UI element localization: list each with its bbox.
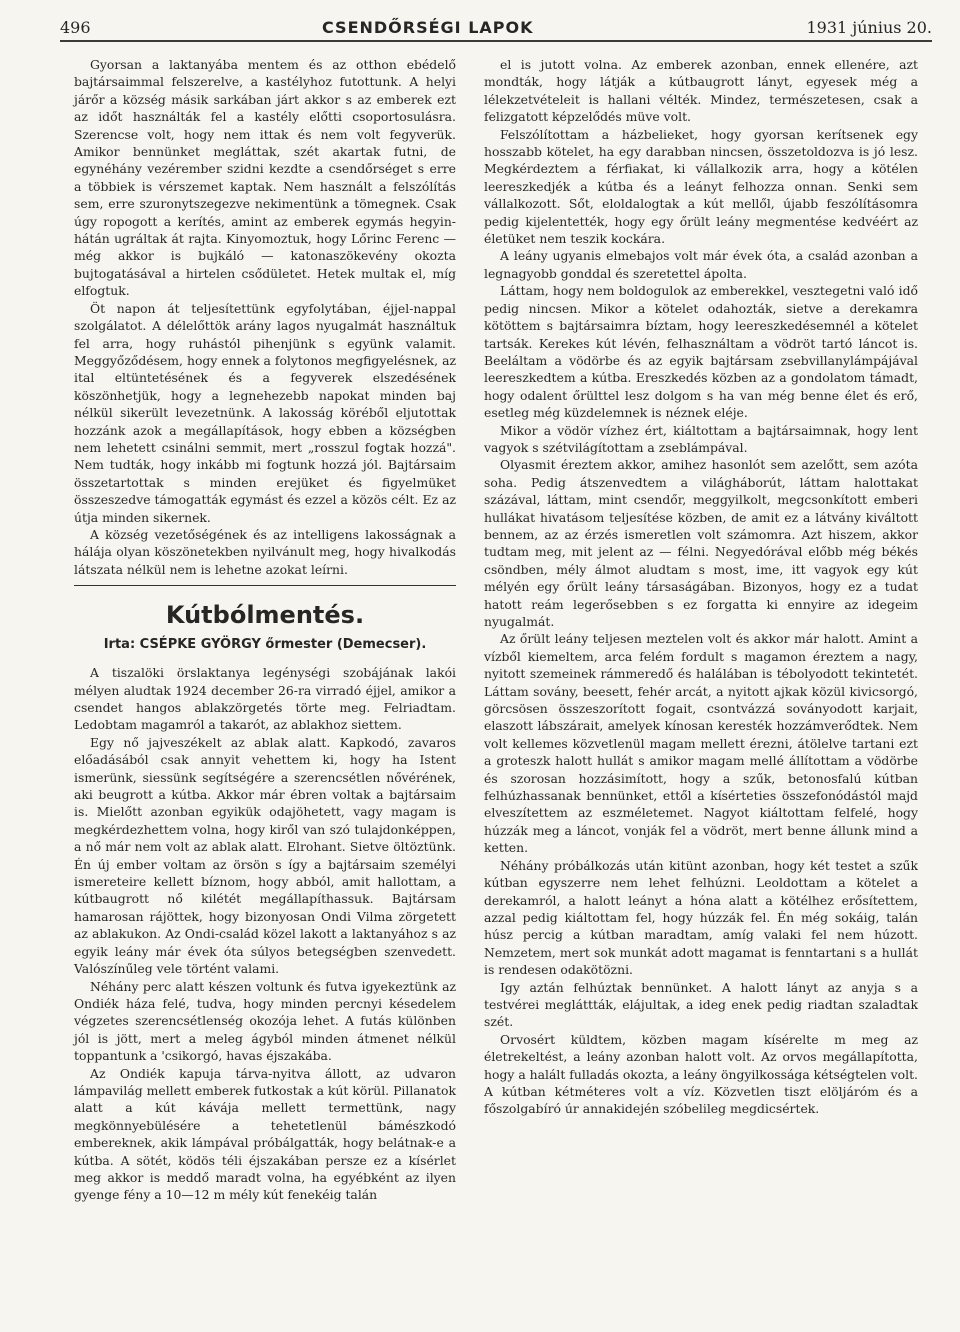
- paragraph: el is jutott volna. Az emberek azonban, ennek ellenére, azt mondták, hogy látják a kútbaugrott lányt, egyesek még a lélekzetvételeit is hallani vélték. Mindez, természetesen, csak a felizgatott képzelődés müve volt.: [484, 57, 918, 125]
- paragraph: Felszólítottam a házbelieket, hogy gyorsan kerítsenek egy hosszabb kötelet, ha egy darabban nincsen, összetoldozva is jó lesz. Megkérdeztem a férfiakat, ki vállalkozik arra, hogy a kötélen leereszkedjék a kútba és a leányt felhozza onnan. Senki sem vállalkozott. Sőt, eloldalogtak a kút mellől, újabb feszólításomra pedig kijelentették, hogy egy őrült leány megmentése kedvéért az életüket nem teszik kockára.: [484, 126, 918, 247]
- paragraph: Az Ondiék kapuja tárva-nyitva állott, az udvaron lámpavilág mellett emberek futkostak a kút körül. Pillanatok alatt a kút kávája mellett termettünk, nagy megkönnyebülésére a tehetetlenül bámészkodó embereknek, akik lámpával próbálgatták, hogy belátnak-e a kútba. A sötét, ködös téli éjszakában persze ez a kísérlet meg akkor is meddő maradt volna, ha egyébként az ilyen gyenge fény a 10—12 m mély kút fenekéig talán: [74, 1065, 456, 1203]
- paragraph: Igy aztán felhúztak bennünket. A halott lányt az anyja s a testvérei megláttták, elájultak, a ideg enek pedig riadtan szaladtak szét.: [484, 979, 918, 1030]
- article-title: Kútbólmentés.: [165, 601, 365, 630]
- paragraph: A község vezetőségének és az intelligens lakosságnak a hálája olyan köszönetekben nyilvánult meg, hogy hivalkodás látszata nélkül nem is lehetne azokat leírni.: [74, 526, 456, 577]
- paragraph: Öt napon át teljesítettünk egyfolytában, éjjel-nappal szolgálatot. A délelőttök arány lagos nyugalmát használtuk fel arra, hogy ruhástól pihenjünk s együnk valamit. Meggyőződésem, hogy ennek a folytonos megfigyelésnek, az ital eltüntetésének és a fegyverek elszedésének köszönhetjük, hogy a legnehezebb napokat minden baj nélkül sikerült levezetnünk. A lakosság köréből eljutottak hozzánk azok a megállapítások, hogy ebben a községben nem lehetett csinálni semmit, mert „rosszul fogtak hozzá". Nem tudták, hogy inkább mi fogtunk hozzá jól. Bajtársaim összetartottak s minden erejüket és figyelmüket összeszedve támogatták egymást és ezzel a közös célt. Ez az útja minden sikernek.: [74, 300, 456, 525]
- article-divider: [74, 585, 456, 586]
- right-column: [484, 56, 918, 1118]
- issue-date: 1931 június 20.: [806, 18, 932, 37]
- paragraph: Orvosért küldtem, közben magam kísérelte m meg az életrekeltést, a leány azonban halott volt. Az orvos megállapította, hogy a halált fulladás okozta, a leány öngyilkossága kétségtelen volt. A kútban kétméteres volt a víz. Közvetlen tiszt elöljáróm és a főszolgabíró úr annakidején szóbelileg megdicsértek.: [484, 1031, 918, 1117]
- paragraph: Az őrült leány teljesen meztelen volt és akkor már halott. Amint a vízből kiemeltem, arca felém fordult s magamon éreztem a nagy, nyitott szemeinek rámmeredő és halálában is tébolyodott tekintetét. Láttam sovány, beesett, fehér arcát, a nyitott ajkak közül kivicsorgó, görcsösen összeszorított fogait, csontvázzá soványodott karjait, elaszott lábszárait, amelyek kínosan keresték hozzámverődtek. Nem volt kellemes közvetlenül magam mellett érezni, átölelve tartani ezt a groteszk halott hullát s amikor magam mellé állítottam a vödörbe és szorosan hozzásimított, hogy a szűk, betonosfalú kútban felhúzhassanak bennünket, ettől a kísérteties összefonódástól majd elveszítettem az eszméletemet. Nagyot kiáltottam felfelé, hogy húzzák meg a láncot, vonják fel a vödröt, mert benne állunk mind a ketten.: [484, 631, 918, 856]
- paragraph: Olyasmit éreztem akkor, amihez hasonlót sem azelőtt, sem azóta soha. Pedig átszenvedtem a világháborút, láttam halottakat százával, láttam, mint csendőr, meggyilkolt, megcsonkított emberi hullákat hivatásom teljesítése közben, de amit ez a látvány kiváltott bennem, az az érzés ismeretlen volt számomra. Azt hiszem, akkor tudtam meg, mit jelent az — félni. Negyedórával előbb még békés csöndben, mély álmot aludtam s most, ime, itt vagyok egy kút mélyén egy őrült leány társaságában. Bizonyos, hogy ez a tudat hatott reám legerősebben s ez forgatta ki ennyire az idegeim nyugalmát.: [484, 457, 918, 629]
- paragraph: Mikor a vödör vízhez ért, kiáltottam a bajtársaimnak, hogy lent vagyok s szétvilágítottam a zseblámpával.: [484, 422, 918, 455]
- publication-title: CSENDŐRSÉGI LAPOK: [322, 18, 534, 37]
- article-byline: Irta: CSÉPKE GYÖRGY őrmester (Demecser).: [103, 637, 427, 653]
- paragraph: Néhány próbálkozás után kitünt azonban, hogy két testet a szűk kútban egyszerre nem lehet felhúzni. Leoldottam a kötelet a derekamról, a halott leányt a hóna alatt a kötélhez erősítettem, azzal pedig kiáltottam fel, hogy húzzák fel. Én még sokáig, talán húsz percig a kútban maradtam, amíg valaki fel nem húzott. Nemzetem, mert sok munkát adott magamat is fenntartani s a hullát is rendesen odakötözni.: [484, 857, 918, 978]
- page-header: [60, 12, 932, 42]
- paragraph: Egy nő jajveszékelt az ablak alatt. Kapkodó, zavaros előadásából csak annyit vehettem ki, hogy ha Istent ismerünk, siessünk segítségére a szerencsétlen nővérének, aki beugrott a kútba. Akkor már ébren voltak a bajtársaim is. Mielőtt azonban egyikük odajöhetett, vagy magam is megkérdezhettem volna, hogy kiről van szó tulajdonképpen, a nő már nem volt az ablak alatt. Elrohant. Sietve öltöztünk. Én új ember voltam az örsön s így a bajtársaim személyi ismereteire kellett bíznom, hogy abból, amit hallottam, a kútbaugrott nő kilétét megállapíthassuk. Bajtársam hamarosan rájöttek, hogy bizonyosan Ondi Vilma zörgetett az ablakukon. Az Ondi-család közel lakott a laktanyához s az egyik leány már évek óta súlyos betegségben szenvedett. Valószínűleg vele történt valami.: [74, 734, 456, 977]
- paragraph: Gyorsan a laktanyába mentem és az otthon ebédelő bajtársaimmal felszerelve, a kastélyhoz futottunk. A helyi járőr a község másik sarkában járt akkor s az emberek ezt az időt használták fel a kastély előtti csoportosulásra. Szerencse volt, hogy nem ittak és nem volt fegyverük. Amikor bennünket megláttak, szét akartak futni, de egynéhány vezérember szidni kezdte a csendőrséget s erre a többiek is vérszemet kaptak. Nem használt a felszólítás sem, erre szuronytszegezve nekimentünk a tömegnek. Csak úgy ropogott a kerítés, amint az emberek egymás hegyin-hátán ugráltak át rajta. Kinyomoztuk, hogy Lőrinc Ferenc — még akkor is bujkáló — katonaszökevény okozta bujtogatásával a hirtelen csődületet. Hetek multak el, míg elfogtuk.: [74, 57, 456, 299]
- paragraph: A tiszalöki örslaktanya legénységi szobájának lakói mélyen aludtak 1924 december 26-ra virradó éjjel, amikor a csendet hangos ablakzörgetés törte meg. Felriadtam. Ledobtam magamról a takarót, az ablakhoz siettem.: [74, 665, 456, 733]
- paragraph: Néhány perc alatt készen voltunk és futva igyekeztünk az Ondiék háza felé, tudva, hogy minden percnyi késedelem végzetes szerencsétlenség okozója lehet. A futás különben jól is jött, mert a meleg ágyból minden átmenet nélkül toppantunk a 'csikorgó, havas éjszakába.: [74, 978, 456, 1064]
- left-column: [74, 56, 456, 1204]
- page-number: 496: [60, 18, 91, 37]
- paragraph: A leány ugyanis elmebajos volt már évek óta, a család azonban a legnagyobb gonddal és szeretettel ápolta.: [484, 248, 918, 281]
- paragraph: Láttam, hogy nem boldogulok az emberekkel, vesztegetni való idő pedig nincsen. Mikor a kötelet odahozták, sietve a derekamra kötöttem s bajtársaimra bíztam, hogy leereszkedésemnél a kötelet tartsák. Kerekes kút lévén, felhasználtam a vödröt tartó láncot is. Beeláltam a vödörbe és az egyik bajtársam zsebvillanylámpájával leereszkedtem a kútba. Ereszkedés közben az a gondolatom támadt, hogy odalent őrülttel lesz dolgom s ha van még benne élet és erő, esetleg még küzdelemnek is néznek eléje.: [484, 283, 918, 421]
